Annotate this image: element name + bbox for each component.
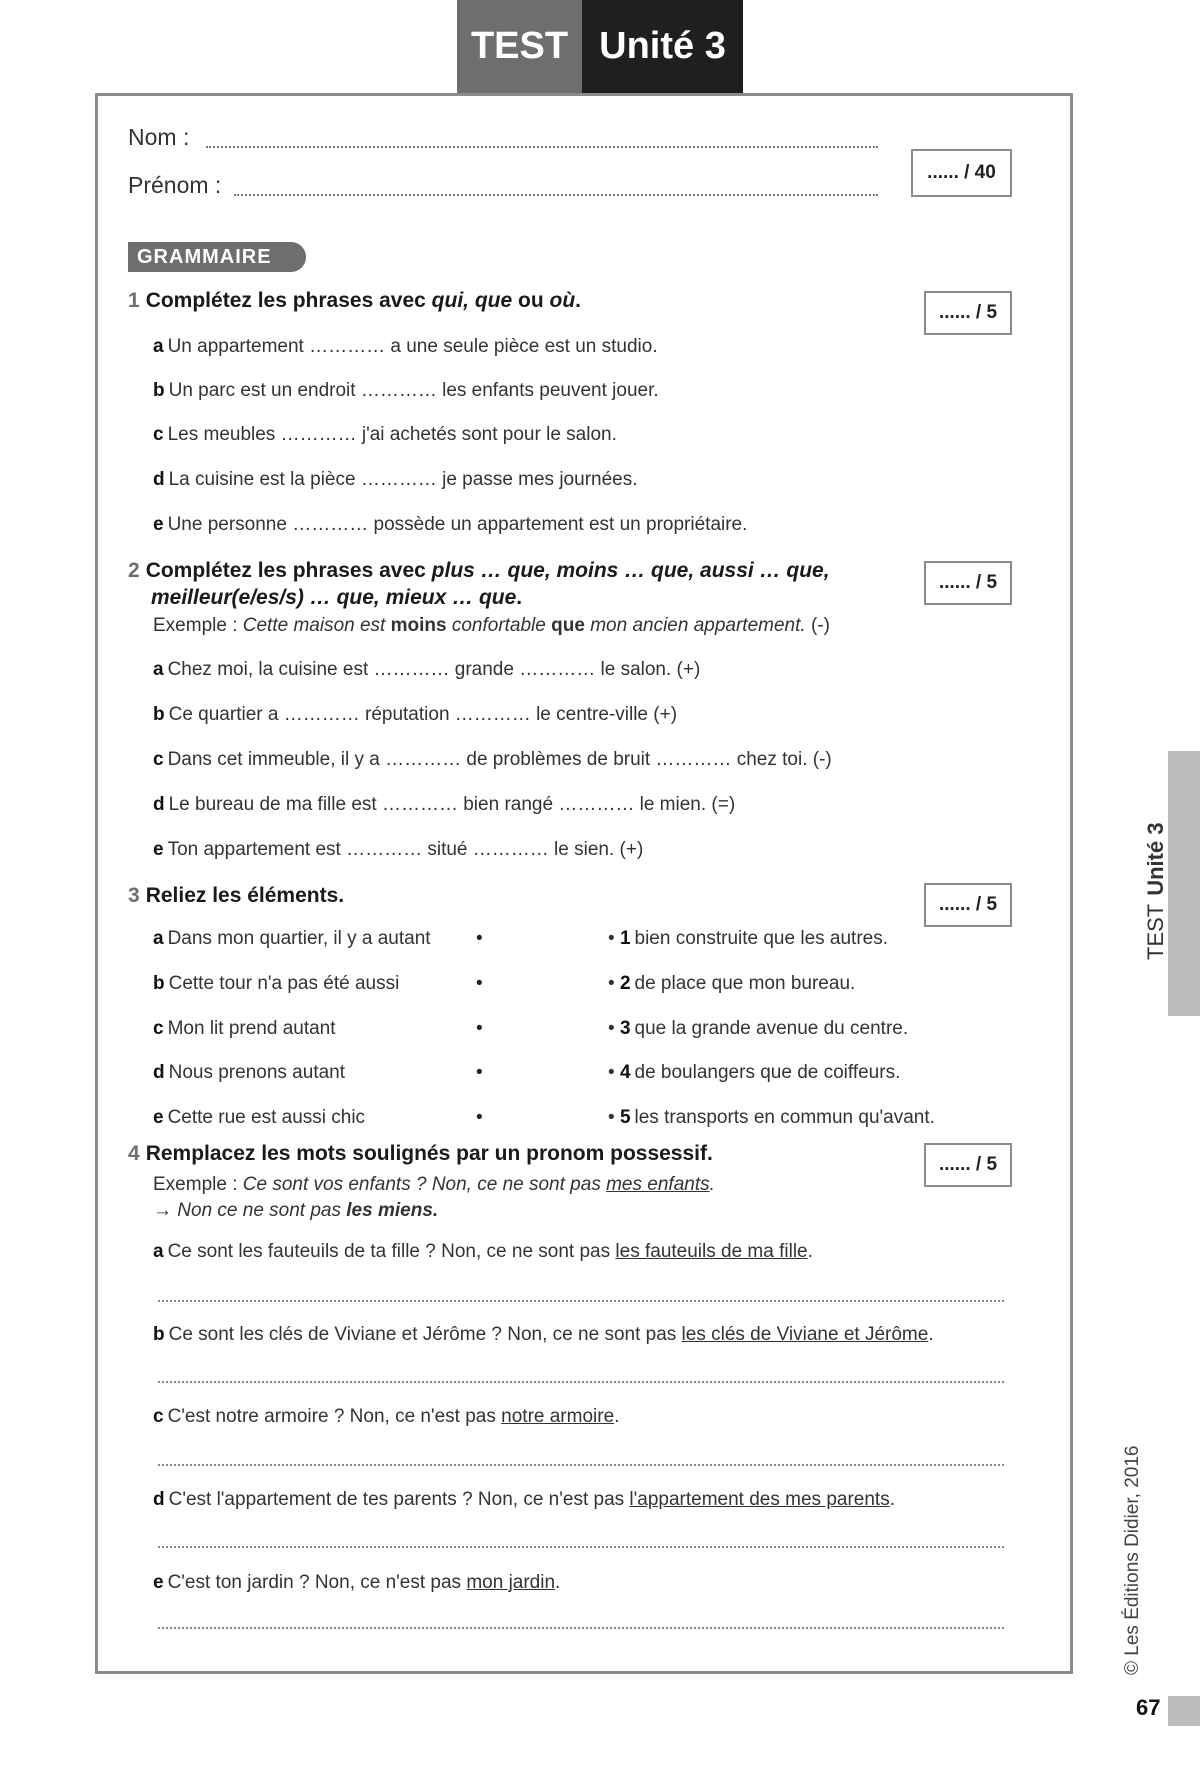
ex2-item-a <box>153 659 700 681</box>
side-tab-label <box>1143 822 1169 960</box>
example-bold-1: moins <box>390 615 447 636</box>
item-number: 3 <box>619 1018 631 1039</box>
item-end: . <box>555 1572 561 1593</box>
item-number: 4 <box>619 1062 631 1083</box>
example-answer-bold: les miens. <box>346 1200 439 1221</box>
ex2-title-italic-1: plus … que, moins … que, aussi … que, <box>431 559 830 582</box>
side-tab-test: TEST <box>1143 903 1168 960</box>
item-end: . <box>614 1406 620 1427</box>
item-letter: d <box>153 1489 165 1510</box>
item-letter: e <box>153 1572 164 1593</box>
item-letter: d <box>153 1062 165 1083</box>
ex4-score-box[interactable]: ...... / 5 <box>924 1143 1012 1187</box>
ex2-title-text: Complétez les phrases avec <box>145 559 432 582</box>
example-answer-text: Non ce ne sont pas <box>172 1200 347 1221</box>
page-number-bar <box>1168 1696 1200 1726</box>
item-letter: e <box>153 1107 164 1128</box>
item-end: . <box>928 1324 934 1345</box>
item-text: Nous prenons autant <box>168 1062 346 1083</box>
total-score-box[interactable]: ...... / 40 <box>911 149 1012 197</box>
item-text: de place que mon bureau. <box>634 973 856 994</box>
ex2-item-e <box>153 839 643 861</box>
match-dot-left-e[interactable]: • <box>476 1107 483 1128</box>
ex3-left-a <box>153 928 431 950</box>
item-letter: b <box>153 1324 165 1345</box>
item-text: Le bureau de ma fille est ………… bien rangé ………… le mien. (=) <box>168 794 736 815</box>
item-text: Cette tour n'a pas été aussi <box>168 973 400 994</box>
ex2-title-end: . <box>516 586 523 609</box>
header-test-tab: TEST <box>457 0 582 93</box>
ex2-item-d <box>153 794 735 816</box>
ex1-title <box>128 289 581 313</box>
nom-field[interactable] <box>206 146 878 148</box>
ex4-answer-line-a[interactable] <box>158 1300 1004 1302</box>
prenom-label: Prénom : <box>128 172 222 198</box>
example-end: . <box>709 1174 715 1195</box>
ex2-item-c <box>153 749 832 771</box>
ex2-score-box[interactable]: ...... / 5 <box>924 561 1012 605</box>
item-letter: c <box>153 1406 164 1427</box>
match-dot-right-2[interactable]: • <box>608 973 615 994</box>
item-letter: e <box>153 514 164 535</box>
page-number: 67 <box>1136 1695 1161 1720</box>
item-text: de boulangers que de coiffeurs. <box>634 1062 901 1083</box>
ex4-item-e <box>153 1572 560 1594</box>
item-text: Chez moi, la cuisine est ………… grande ………… le salon. (+) <box>167 659 701 680</box>
header-unit-tab: Unité 3 <box>582 0 743 93</box>
example-label: Exemple : <box>153 615 243 636</box>
ex3-left-e <box>153 1107 365 1129</box>
ex4-answer-line-d[interactable] <box>158 1546 1004 1548</box>
ex4-title-text: Remplacez les mots soulignés par un pronom possessif. <box>145 1142 713 1165</box>
item-text: Mon lit prend autant <box>167 1018 336 1039</box>
example-underlined: mes enfants <box>606 1174 710 1195</box>
ex4-item-c <box>153 1406 619 1428</box>
arrow-icon: → <box>153 1200 172 1221</box>
nom-label: Nom : <box>128 124 190 150</box>
ex1-number: 1 <box>128 289 140 312</box>
item-text: Dans cet immeuble, il y a ………… de problèmes de bruit ………… chez toi. (-) <box>167 749 832 770</box>
ex3-left-c <box>153 1018 336 1040</box>
item-underlined: mon jardin <box>466 1572 556 1593</box>
item-underlined: l'appartement des mes parents <box>629 1489 890 1510</box>
item-letter: a <box>153 928 164 949</box>
ex1-title-text: Complétez les phrases avec <box>145 289 432 312</box>
ex1-item-c <box>153 424 617 446</box>
item-underlined: les fauteuils de ma fille <box>615 1241 808 1262</box>
item-text: C'est notre armoire ? Non, ce n'est pas <box>167 1406 502 1427</box>
item-letter: e <box>153 839 164 860</box>
ex1-item-a <box>153 336 658 358</box>
item-text: les transports en commun qu'avant. <box>634 1107 935 1128</box>
item-underlined: notre armoire <box>501 1406 615 1427</box>
match-dot-left-a[interactable]: • <box>476 928 483 949</box>
ex3-left-b <box>153 973 399 995</box>
item-end: . <box>889 1489 895 1510</box>
item-letter: a <box>153 336 164 357</box>
section-grammaire: GRAMMAIRE <box>128 242 306 272</box>
example-bold-2: que <box>551 615 585 636</box>
item-letter: d <box>153 794 165 815</box>
ex4-example <box>153 1174 715 1196</box>
ex3-left-d <box>153 1062 345 1084</box>
match-dot-right-1[interactable]: • <box>608 928 615 949</box>
copyright-notice: © Les Éditions Didier, 2016 <box>1122 1445 1143 1675</box>
item-letter: c <box>153 1018 164 1039</box>
ex1-score-box[interactable]: ...... / 5 <box>924 291 1012 335</box>
match-dot-left-b[interactable]: • <box>476 973 483 994</box>
ex1-title-last: où <box>549 289 576 312</box>
item-text: Cette rue est aussi chic <box>167 1107 366 1128</box>
item-letter: a <box>153 659 164 680</box>
side-tab-unit: Unité 3 <box>1143 822 1168 896</box>
ex3-right-4 <box>608 1062 900 1084</box>
item-text: C'est l'appartement de tes parents ? Non, ce n'est pas <box>168 1489 630 1510</box>
item-number: 5 <box>619 1107 631 1128</box>
item-letter: b <box>153 973 165 994</box>
match-dot-right-5[interactable]: • <box>608 1107 615 1128</box>
item-text: bien construite que les autres. <box>634 928 889 949</box>
example-text-3: mon ancien appartement. <box>584 615 806 636</box>
ex3-title-text: Reliez les éléments. <box>145 884 345 907</box>
item-text: Dans mon quartier, il y a autant <box>167 928 431 949</box>
item-text: C'est ton jardin ? Non, ce n'est pas <box>167 1572 467 1593</box>
ex4-item-a <box>153 1241 813 1263</box>
ex4-item-b <box>153 1324 934 1346</box>
item-letter: c <box>153 749 164 770</box>
ex2-example <box>153 615 830 637</box>
ex4-answer-line-b[interactable] <box>158 1381 1004 1383</box>
prenom-field[interactable] <box>234 194 878 196</box>
item-letter: b <box>153 704 165 725</box>
ex4-example-answer <box>153 1200 438 1222</box>
ex1-title-end: . <box>575 289 581 312</box>
item-text: Ce sont les clés de Viviane et Jérôme ? Non, ce ne sont pas <box>168 1324 682 1345</box>
match-dot-right-3[interactable]: • <box>608 1018 615 1039</box>
ex3-right-5 <box>608 1107 935 1129</box>
item-letter: a <box>153 1241 164 1262</box>
example-text-2: confortable <box>446 615 552 636</box>
item-text: que la grande avenue du centre. <box>634 1018 909 1039</box>
ex2-title-line2 <box>151 586 522 610</box>
item-letter: c <box>153 424 164 445</box>
ex1-item-d <box>153 469 638 491</box>
example-text: Ce sont vos enfants ? Non, ce ne sont pas <box>242 1174 607 1195</box>
match-dot-left-c[interactable]: • <box>476 1018 483 1039</box>
ex4-number: 4 <box>128 1142 140 1165</box>
ex3-title <box>128 884 344 908</box>
ex1-item-e <box>153 514 747 536</box>
ex2-item-b <box>153 704 677 726</box>
item-letter: d <box>153 469 165 490</box>
example-tail: (-) <box>805 615 830 636</box>
item-underlined: les clés de Viviane et Jérôme <box>681 1324 929 1345</box>
item-letter: b <box>153 380 165 401</box>
ex1-title-mid: ou <box>512 289 550 312</box>
ex2-number: 2 <box>128 559 140 582</box>
item-text: Ton appartement est ………… situé ………… le sien. (+) <box>167 839 644 860</box>
item-text: La cuisine est la pièce ………… je passe mes journées. <box>168 469 638 490</box>
item-text: Un parc est un endroit ………… les enfants peuvent jouer. <box>168 380 659 401</box>
ex4-title <box>128 1142 713 1166</box>
item-text: Les meubles ………… j'ai achetés sont pour le salon. <box>167 424 617 445</box>
ex4-answer-line-c[interactable] <box>158 1464 1004 1466</box>
item-text: Ce sont les fauteuils de ta fille ? Non, ce ne sont pas <box>167 1241 616 1262</box>
ex3-right-3 <box>608 1018 908 1040</box>
ex2-title-italic-2: meilleur(e/es/s) … que, mieux … que <box>151 586 517 609</box>
item-text: Un appartement ………… a une seule pièce est un studio. <box>167 336 658 357</box>
example-label: Exemple : <box>153 1174 243 1195</box>
item-text: Une personne ………… possède un appartement est un propriétaire. <box>167 514 748 535</box>
side-tab-bar <box>1168 751 1200 1016</box>
item-end: . <box>807 1241 813 1262</box>
ex1-item-b <box>153 380 659 402</box>
item-text: Ce quartier a ………… réputation ………… le centre-ville (+) <box>168 704 678 725</box>
ex1-title-words: qui, que <box>431 289 513 312</box>
ex4-item-d <box>153 1489 895 1511</box>
example-text-1: Cette maison est <box>242 615 391 636</box>
ex2-title-line1 <box>128 559 830 583</box>
ex3-number: 3 <box>128 884 140 907</box>
ex3-right-2 <box>608 973 855 995</box>
item-number: 1 <box>619 928 631 949</box>
match-dot-left-d[interactable]: • <box>476 1062 483 1083</box>
item-number: 2 <box>619 973 631 994</box>
match-dot-right-4[interactable]: • <box>608 1062 615 1083</box>
ex3-right-1 <box>608 928 888 950</box>
ex4-answer-line-e[interactable] <box>158 1627 1004 1629</box>
ex3-score-box[interactable]: ...... / 5 <box>924 883 1012 927</box>
